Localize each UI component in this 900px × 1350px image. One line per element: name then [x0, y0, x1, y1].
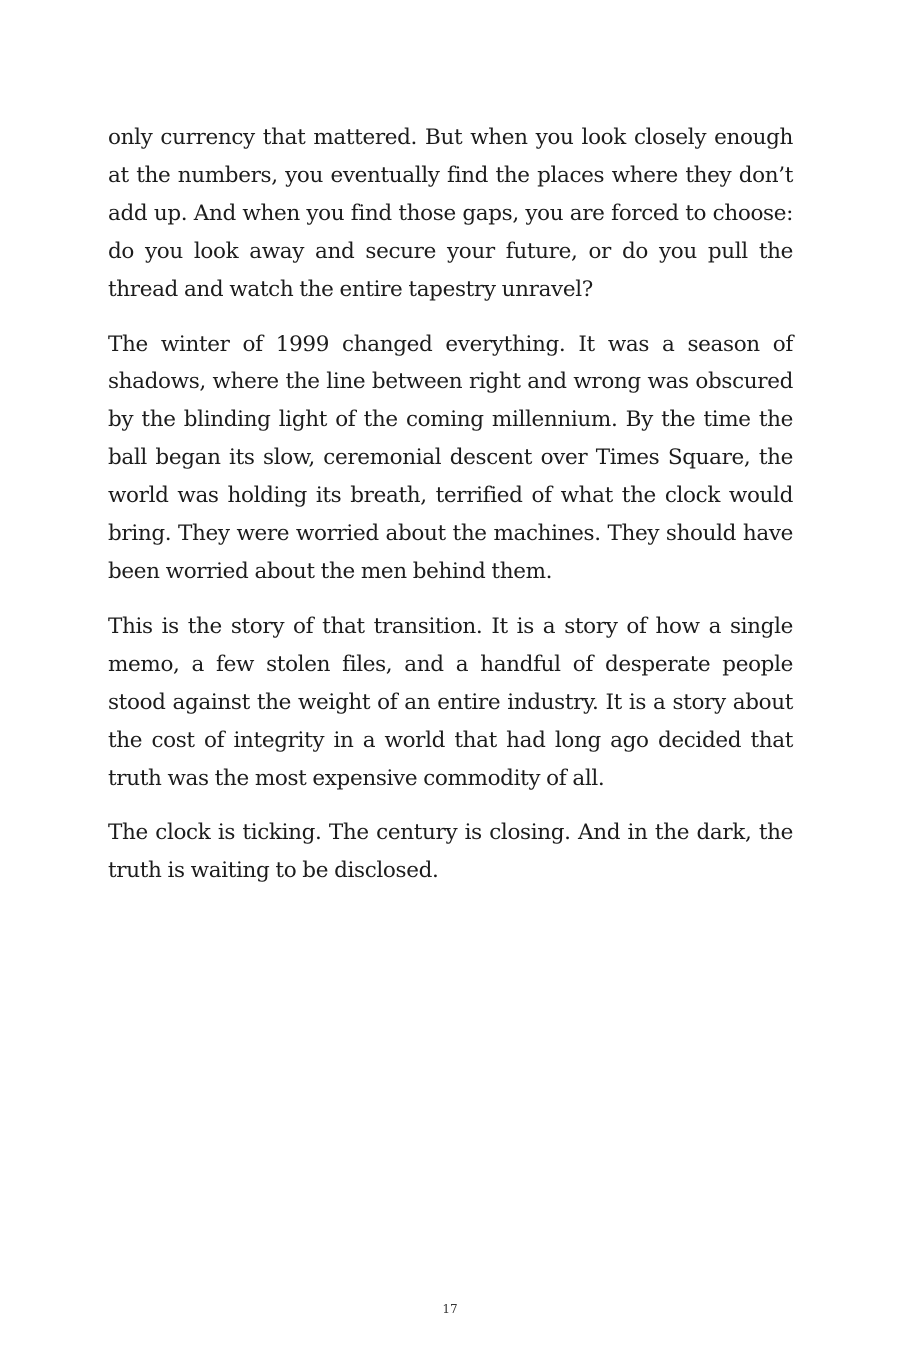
paragraph-2: The winter of 1999 changed everything. It was a season of shadows, where the line between right and wrong was obscured by the blinding light of the coming millennium. By the time the ball began its slow, ceremonial descent over Times Square, the world was holding its breath, terrified of what the clock would bring. They were worried about the machines. They should have been worried about the men behind them.	[108, 331, 793, 584]
paragraph-3: This is the story of that transition. It is a story of how a single memo, a few stolen files, and a handful of desperate people stood against the weight of an entire industry. It is a story about the cost of integrity in a world that had long ago decided that truth was the most expensive commodity of all.	[108, 613, 793, 791]
paragraph-1: only currency that mattered. But when you look closely enough at the numbers, you eventually find the places where they don’t add up. And when you find those gaps, you are forced to choose: do you look away and secure your future, or do you pull the thread and watch the entire tapestry unravel?	[108, 125, 793, 302]
body-text	[108, 119, 793, 907]
page-number: 17	[442, 1302, 458, 1316]
paragraph-4: The clock is ticking. The century is closing. And in the dark, the truth is waiting to be disclosed.	[108, 820, 793, 884]
